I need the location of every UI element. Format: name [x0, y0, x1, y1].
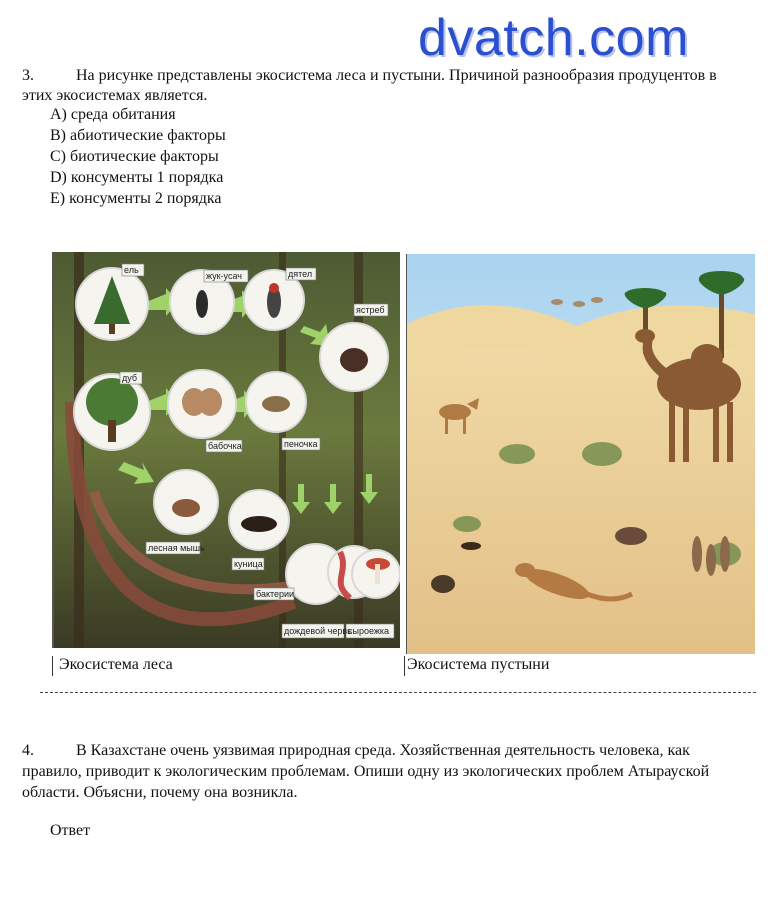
- label-yastreb: ястреб: [356, 305, 385, 315]
- question-4-text: В Казахстане очень уязвимая природная среда. Хозяйственная деятельность человека, как правило, приводит к экологическим проблемам. Опиши одну из экологических проблем Атырауской области. Объясни, почему она возникла.: [22, 742, 710, 801]
- label-penochka: пеночка: [284, 439, 318, 449]
- option-e: E) консументы 2 порядка: [50, 190, 222, 207]
- question-3-options: [50, 104, 226, 209]
- label-zhuk: жук-усач: [206, 271, 242, 281]
- option-d: D) консументы 1 порядка: [50, 169, 224, 186]
- question-3-text: На рисунке представлены экосистема леса и пустыни. Причиной разнообразия продуцентов в этих экосистемах является.: [22, 67, 717, 104]
- question-4-number: 4.: [22, 742, 34, 759]
- label-mysh: лесная мышь: [148, 543, 205, 553]
- label-syroezhka: сыроежка: [348, 626, 390, 636]
- question-3: [22, 66, 742, 106]
- label-el: ель: [124, 265, 139, 275]
- caption-desert: Экосистема пустыни: [404, 656, 549, 676]
- option-b: B) абиотические факторы: [50, 127, 226, 144]
- desert-ecosystem-image: [406, 254, 755, 654]
- label-babochka: бабочка: [208, 441, 242, 451]
- watermark: dvatch.com: [418, 9, 689, 67]
- question-3-number: 3.: [22, 67, 34, 84]
- label-dub: дуб: [122, 373, 138, 383]
- caption-forest: Экосистема леса: [52, 656, 173, 676]
- label-cherv: дождевой червь: [284, 626, 352, 636]
- option-c: C) биотические факторы: [50, 148, 219, 165]
- question-4: [22, 740, 752, 803]
- forest-ecosystem-image: [52, 252, 400, 648]
- label-kunitsa: куница: [234, 559, 263, 569]
- label-dyatel: дятел: [288, 269, 313, 279]
- option-a: A) среда обитания: [50, 106, 176, 123]
- divider: [40, 692, 756, 693]
- label-bakterii: бактерии: [256, 589, 295, 599]
- answer-label: Ответ: [50, 822, 91, 839]
